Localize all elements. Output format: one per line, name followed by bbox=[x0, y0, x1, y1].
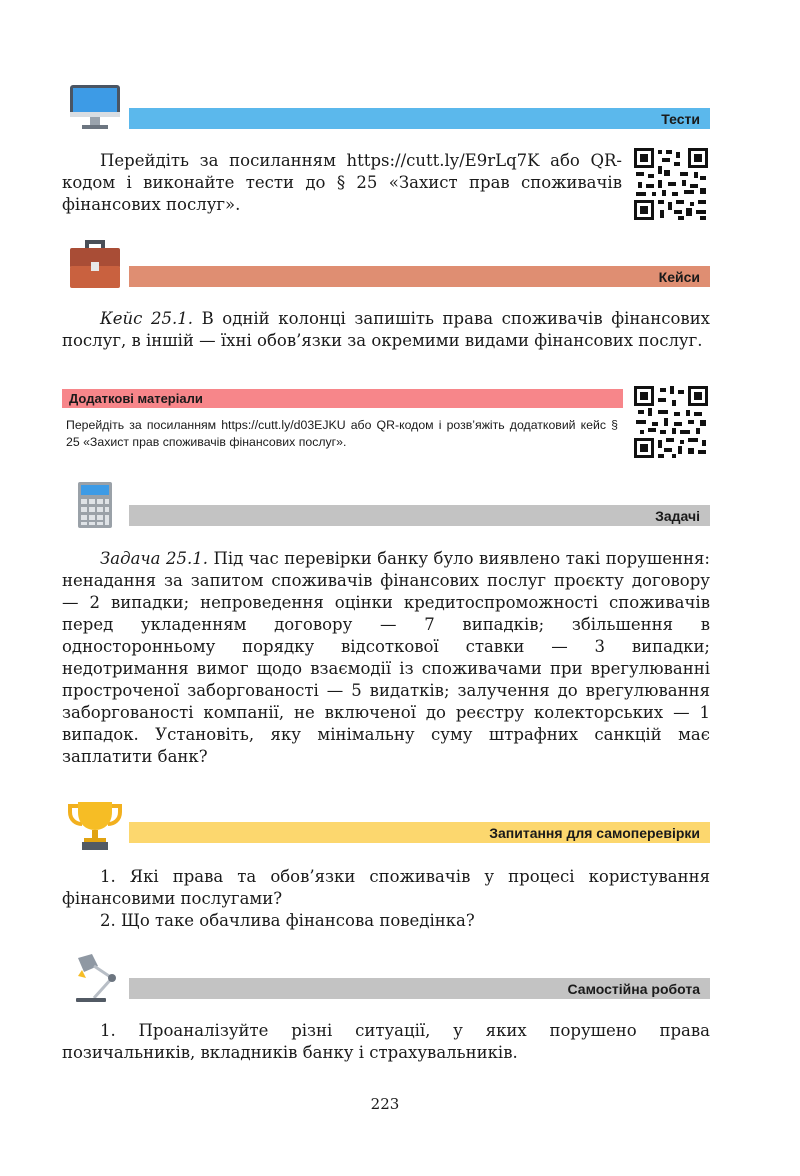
task-label: Задача 25.1. bbox=[100, 549, 208, 568]
page-number: 223 bbox=[370, 1095, 400, 1113]
independent-list bbox=[62, 1020, 710, 1064]
tests-text: Перейдіть за посиланням https://cutt.ly/E9rLq7K або QR-кодом і виконайте тести до § 25 «Захист прав споживачів фінансових послуг». bbox=[62, 151, 622, 214]
cases-text bbox=[62, 308, 710, 352]
extra-text: Перейдіть за посиланням https://cutt.ly/d03EJKU або QR-кодом і розв’яжіть додатковий кейс § 25 «Захист прав споживачів фінансових послуг». bbox=[66, 418, 618, 449]
tasks-text bbox=[62, 548, 710, 768]
question-item: 2. Що таке обачлива фінансова поведінка? bbox=[100, 911, 475, 930]
case-label: Кейс 25.1. bbox=[100, 309, 193, 328]
question-item: 1. Які права та обов’язки споживачів у процесі користування фінансовими послугами? bbox=[62, 867, 710, 908]
cases-header-bar: Кейси bbox=[129, 266, 710, 287]
qr-code-icon bbox=[634, 148, 708, 225]
questions-list bbox=[62, 866, 710, 932]
qr-code-icon bbox=[634, 386, 708, 463]
tasks-header-bar: Задачі bbox=[129, 505, 710, 526]
questions-header-bar: Запитання для самоперевірки bbox=[129, 822, 710, 843]
calculator-icon bbox=[78, 482, 112, 528]
tests-header-bar: Тести bbox=[129, 108, 710, 129]
monitor-icon bbox=[70, 85, 120, 131]
independent-header-bar: Самостійна робота bbox=[129, 978, 710, 999]
briefcase-icon bbox=[70, 238, 120, 290]
case-body: В одній колонці запишіть права споживачів фінансових послуг, в іншій — їхні обов’язки за окремими видами фінансових послуг. bbox=[62, 309, 710, 350]
trophy-icon bbox=[68, 800, 122, 852]
extra-header-bar: Додаткові матеріали bbox=[62, 389, 623, 408]
desk-lamp-icon bbox=[72, 954, 124, 1004]
independent-item: 1. Проаналізуйте різні ситуації, у яких порушено права позичальників, вкладників банку і страхувальників. bbox=[62, 1021, 710, 1062]
task-body: Під час перевірки банку було виявлено такі порушення: ненадання за запитом споживачів фінансових послуг проєкту договору — 2 випадки; непроведення оцінки кредитоспроможності споживачів перед укладенням договору — 7 випадків; збільшення в односторонньому порядку відсоткової ставки — 3 випадки; недотримання вимог щодо взаємодії із споживачами при врегулюванні простроченої заборгованості — 5 видатків; залучення до врегулювання заборгованості компанії, не включеної до реєстру колекторських — 1 випадок. Установіть, яку мінімальну суму штрафних санкцій має заплатити банк? bbox=[62, 549, 710, 766]
